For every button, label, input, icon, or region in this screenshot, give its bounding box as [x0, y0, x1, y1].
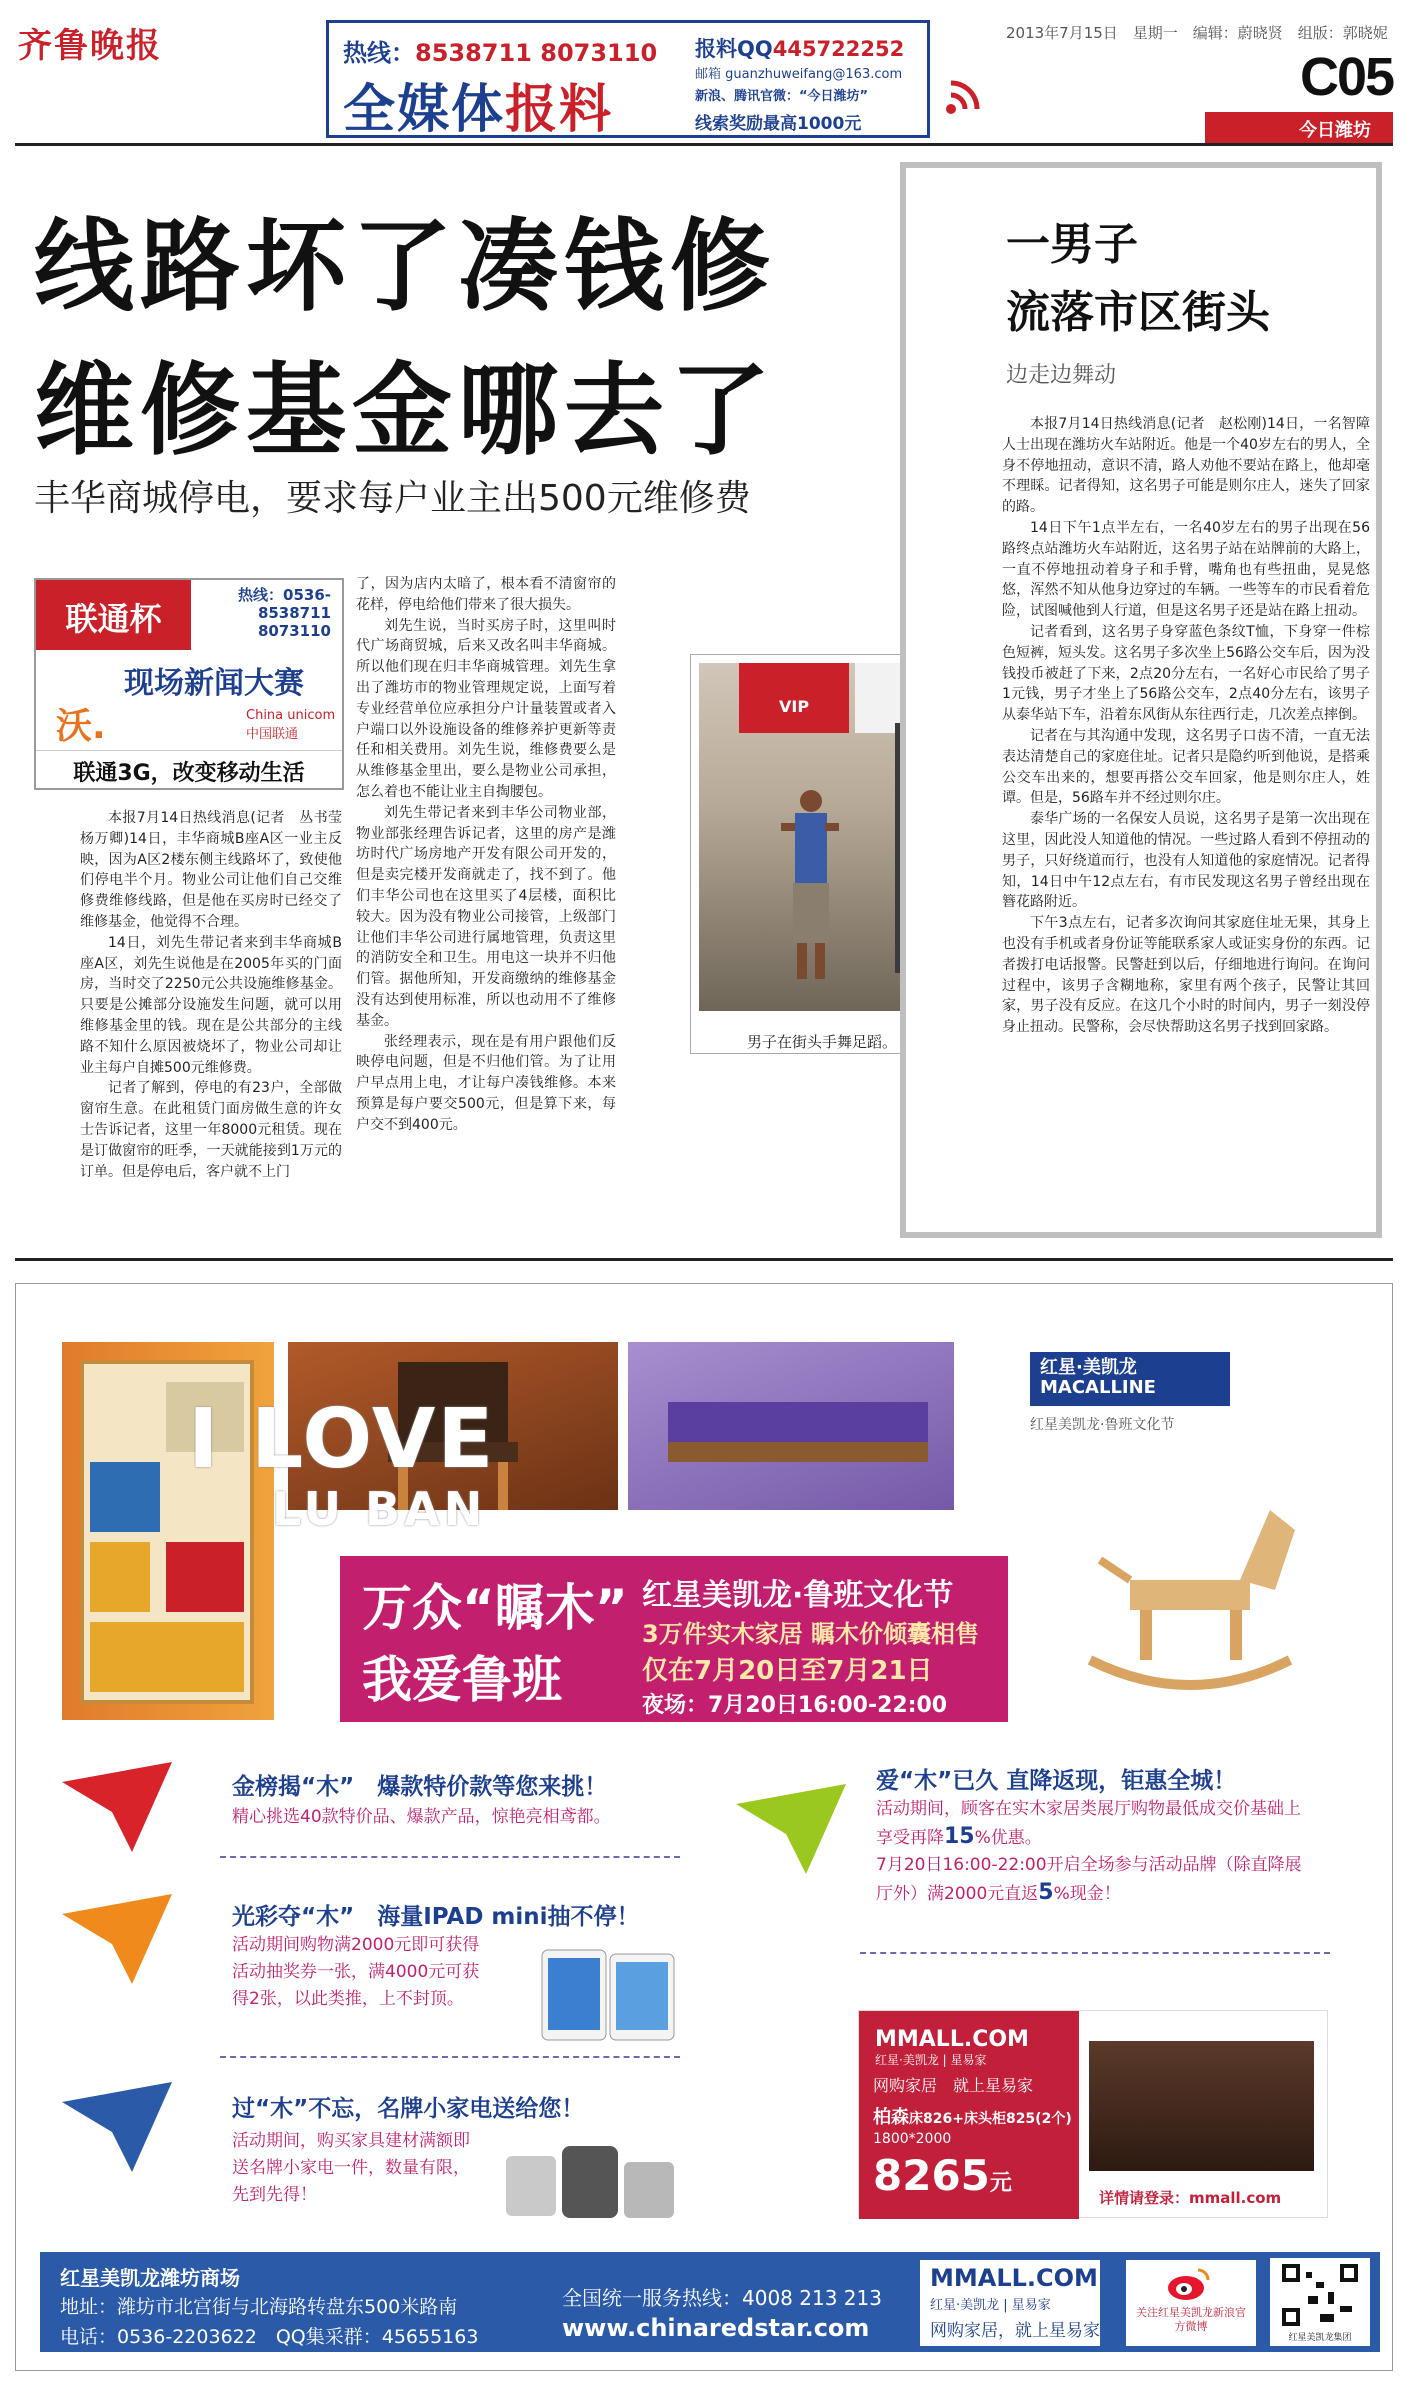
- service-hotline: 全国统一服务热线：4008 213 213: [562, 2286, 882, 2310]
- footer-bar: [40, 2252, 1380, 2352]
- sidebar-body: [1002, 414, 1370, 1038]
- paragraph: 张经理表示，现在是有用户跟他们反映停电问题，但是不归他们管。为了让用户早点用上电，才让每户凑钱维修。本来预算是每户要交500元，但是算下来，每户交不到400元。: [356, 1033, 616, 1133]
- macalline-festival-label: 红星美凯龙·鲁班文化节: [1030, 1417, 1175, 1433]
- bench-graphic: [628, 1342, 954, 1510]
- i-love-text: I LOVE: [188, 1392, 496, 1487]
- unicom-cup: 联通杯: [36, 580, 191, 650]
- weibo-badge: [1126, 2260, 1256, 2346]
- promo-title-1: 金榜揭“木” 爆款特价款等您来挑！: [232, 1774, 608, 1800]
- mmall-tagline: 网购家居 就上星易家: [873, 2076, 1034, 2095]
- main-subhead: 丰华商城停电，要求每户业主出500元维修费: [34, 478, 751, 519]
- festival-sub1: 3万件实木家居 瞩木价倾囊相售: [642, 1620, 980, 1648]
- sidebar-dek: 边走边舞动: [1006, 363, 1117, 388]
- hotline-weibo: 新浪、腾讯官微：“今日潍坊”: [695, 89, 869, 104]
- man-figure: [779, 783, 839, 983]
- sidebar-story: [900, 162, 1382, 1238]
- mmall-logo-sub: 红星·美凯龙 | 星易家: [930, 2298, 1051, 2313]
- section-tag: 今日潍坊: [1205, 112, 1393, 144]
- website-link[interactable]: www.chinaredstar.com: [562, 2314, 870, 2342]
- mmall-ad-panel: [859, 2011, 1079, 2219]
- page-number: C05: [1300, 47, 1394, 107]
- promo-title-3: 过“木”不忘，名牌小家电送给您！: [232, 2096, 585, 2122]
- mmall-logo-text: MMALL.COM: [930, 2264, 1098, 2292]
- paragraph: 刘先生说，当时买房子时，这里叫时代广场商贸城，后来又改名叫丰华商城。所以他们现在归丰华商城管理。刘先生拿出了潍坊市的物业管理规定说，上面写着专业经营单位应承担分户计量装置或者入户端口以外设施设备的维修养护更新等责任和相关费用。刘先生说，维修费要么是从维修基金里出，要么是物业公司承担，怎么着也不能让业主自掏腰包。: [356, 617, 616, 800]
- mmall-sub: 红星·美凯龙 | 星易家: [875, 2053, 987, 2067]
- mmall-product: 柏森床826+床头柜825(2个): [873, 2107, 1072, 2128]
- store-phone: 电话：0536-2203622 QQ集采群：45655163: [60, 2326, 479, 2348]
- blue-arrow-icon: [62, 2082, 172, 2172]
- qr-code-icon: [1280, 2262, 1360, 2328]
- mmall-brand: MMALL.COM: [875, 2027, 1029, 2052]
- mmall-ad: [858, 2010, 1328, 2218]
- weibo-icon: [1166, 2264, 1212, 2302]
- paragraph: 本报7月14日热线消息(记者 丛书莹 杨万卿)14日，丰华商城B座A区一业主反映，因为A区2楼东侧主线路坏了，致使他们停电半个月。物业公司让他们自己交维修费维修线路，但是他在买房时已经交了维修基金，他觉得不合理。: [80, 810, 356, 930]
- top-rule: [15, 143, 1393, 146]
- festival-name: 红星美凯龙·鲁班文化节: [642, 1578, 954, 1613]
- newspaper-logo: 齐鲁晚报: [18, 26, 162, 66]
- middle-rule: [15, 1258, 1393, 1261]
- mmall-size: 1800*2000: [873, 2131, 952, 2147]
- hotline-reward: 线索奖励最高1000元: [695, 114, 862, 134]
- unicom-slogan: 联通3G，改变移动生活: [36, 750, 342, 788]
- signal-icon: [943, 69, 991, 117]
- qr-code: [1270, 2258, 1370, 2346]
- mmall-price: 8265元: [873, 2151, 1012, 2200]
- store-address: 地址：潍坊市北宫街与北海路转盘东500米路南: [60, 2296, 458, 2318]
- promo-body-3: 活动期间，购买家具建材满额即送名牌小家电一件，数量有限，先到先得！: [232, 2131, 470, 2205]
- promo-body-4: 活动期间，顾客在实木家居类展厅购物最低成交价基础上享受再降15%优惠。 7月20日16:00-22:00开启全场参与活动品牌（除直降展厅外）满2000元直返5%现金！: [876, 1799, 1302, 1905]
- promo-body-2: 活动期间购物满2000元即可获得活动抽奖券一张，满4000元可获得2张，以此类推，上不封顶。: [232, 1935, 480, 2009]
- wo-logo: 沃.: [56, 706, 106, 747]
- hotline-ad: [326, 20, 930, 138]
- paragraph: 记者了解到，停电的有23户，全部做窗帘生意。在此租赁门面房做生意的许女士告诉记者，这里一年8000元租赁。现在是订做窗帘的旺季，一天就能接到1万元的订单。但是停电后，客户就不上门: [80, 1080, 342, 1180]
- mmall-logo: [920, 2260, 1100, 2346]
- weibo-text: 关注红星美凯龙新浪官方微博: [1136, 2306, 1246, 2333]
- dateline: 2013年7月15日 星期一 编辑：蔚晓贤 组版：郭晓妮: [1006, 24, 1388, 42]
- mmall-logo-tagline: 网购家居，就上星易家: [930, 2321, 1100, 2341]
- hotline-numbers: 热线：8538711 8073110: [343, 39, 658, 67]
- hotline-title: 全媒体报料: [343, 80, 614, 140]
- main-story-column-b: [356, 574, 616, 1136]
- promo-title-4: 爱“木”已久 直降返现，钜惠全城！: [876, 1768, 1237, 1794]
- ipad-image: [538, 1944, 678, 2044]
- main-story-column-a: [80, 808, 356, 1182]
- rocking-horse-image: [1070, 1470, 1310, 1700]
- paragraph: 记者看到，这名男子身穿蓝色条纹T恤，下身穿一件棕色短裤，短头发。这名男子多次坐上56路公交车后，因为没钱投币被赶了下来，2点20分左右，一名好心市民给了男子1元钱，男子才坐上了56路公交车，2点40分左右，该男子从泰华站下车，沿着东风街从东往西行走，几次差点摔倒。: [1002, 623, 1370, 724]
- unicom-contest: 现场新闻大赛: [124, 666, 304, 701]
- festival-banner: [340, 1556, 1008, 1722]
- unicom-ad: [34, 578, 344, 790]
- divider: [860, 1952, 1330, 1954]
- promo-body-1: 精心挑选40款特价品、爆款产品，惊艳亮相鸢都。: [232, 1807, 611, 1827]
- festival-night: 夜场：7月20日16:00-22:00: [642, 1693, 948, 1718]
- billboard: VIP: [739, 663, 849, 733]
- sidebar-title-line1: 一男子: [1006, 219, 1138, 270]
- paragraph: 记者在与其沟通中发现，这名男子口齿不清，一直无法表达清楚自己的家庭住址。记者只是隐约听到他说，是搭乘公交车出来的，想要再搭公交车回家，他是则尔庄人，姓谭。但是，56路车并不经过则尔庄。: [1002, 727, 1370, 807]
- paragraph: 刘先生带记者来到丰华公司物业部，物业部张经理告诉记者，这里的房产是潍坊时代广场房地产开发有限公司开发的，但是卖完楼开发商就走了，找不到了。他们丰华公司也在这里买了4层楼，面积比较大。因为没有物业公司接管，上级部门让他们丰华公司进行属地管理，负责这里的消防安全和卫生。用电这一块并不归他们管。据他所知，开发商缴纳的维修基金没有达到使用标准，所以也动用不了维修基金。: [356, 804, 616, 1029]
- red-arrow-icon: [62, 1762, 172, 1852]
- main-headline-line1: 线路坏了凑钱修: [34, 208, 776, 325]
- festival-slogan-1: 万众“瞩木”: [362, 1579, 628, 1637]
- main-headline-line2: 维修基金哪去了: [34, 352, 776, 469]
- paragraph: 下午3点左右，记者多次询问其家庭住址无果，其身上也没有手机或者身份证等能联系家人或证实身份的东西。记者拨打电话报警。民警赶到以后，仔细地进行询问。在询问过程中，该男子含糊地称，家里有两个孩子，民警让其回家，男子没有反应。在这几个小时的时间内，男子一刻没停身止扭动。民警称，会尽快帮助这名男子找到回家路。: [1002, 915, 1370, 1036]
- bench-image: [628, 1342, 954, 1510]
- appliance-image: [496, 2126, 682, 2230]
- paragraph: 14日，刘先生带记者来到丰华商城B座A区，刘先生说他是在2005年买的门面房，当时交了2250元公共设施维修基金。只要是公摊部分设施发生问题，就可以用维修基金里的钱。现在是公共部分的主线路不知什么原因被烧坏了，物业公司却让业主每户自摊500元维修费。: [80, 934, 342, 1076]
- hotline-mail: 邮箱 guanzhuweifang@163.com: [695, 67, 903, 82]
- hotline-qq: 报料QQ445722252: [695, 37, 905, 61]
- mmall-link[interactable]: 详情请登录：mmall.com: [1099, 2189, 1282, 2207]
- paragraph: 本报7月14日热线消息(记者 赵松刚)14日，一名智障人士出现在潍坊火车站附近。他是一个40岁左右的男人，全身不停地扭动，意识不清，路人劝他不要站在路上，他却毫不理睬。记者得知，这名男子可能是则尔庄人，迷失了回家的路。: [1002, 416, 1370, 516]
- divider: [220, 2056, 680, 2058]
- luban-text: LU BAN: [272, 1482, 487, 1536]
- macalline-logo: 红星·美凯龙 MACALLINE: [1030, 1352, 1230, 1406]
- china-unicom-logo: China unicom中国联通: [246, 708, 336, 742]
- paragraph: 泰华广场的一名保安人员说，这名男子是第一次出现在这里，因此没人知道他的情况。一些过路人看到不停扭动的男子，只好绕道而行，也没有人知道他的家庭情况。记者得知，14日中午12点左右，有市民发现这名男子曾经出现在簪花路附近。: [1002, 811, 1370, 911]
- bed-image: [1089, 2041, 1314, 2171]
- festival-dates: 仅在7月20日至7月21日: [642, 1656, 933, 1686]
- qr-caption: 红星美凯龙集团: [1288, 2333, 1352, 2343]
- paragraph: 14日下午1点半左右，一名40岁左右的男子出现在56路终点站潍坊火车站附近，这名男子站在站牌前的大路上，一直不停地扭动着身子和手臂，嘴角也有些扭曲，晃晃悠悠，浑然不知从他身边穿过的车辆。一些等车的市民看着危险，试图喊他到人行道，但是这名男子还是站在路上扭动。: [1002, 519, 1370, 620]
- store-name: 红星美凯龙潍坊商场: [60, 2266, 240, 2290]
- unicom-phone: 热线：0536- 8538711 8073110: [238, 586, 331, 640]
- sidebar-title-line2: 流落市区街头: [1006, 287, 1270, 338]
- orange-arrow-icon: [62, 1894, 172, 1984]
- green-arrow-icon: [736, 1784, 846, 1874]
- divider: [220, 1856, 680, 1858]
- paragraph: 了，因为店内太暗了，根本看不清窗帘的花样，停电给他们带来了很大损失。: [356, 576, 616, 613]
- promo-title-2: 光彩夺“木” 海量IPAD mini抽不停！: [232, 1904, 640, 1930]
- photo-caption: 男子在街头手舞足蹈。: [746, 1033, 897, 1051]
- festival-slogan-2: 我爱鲁班: [362, 1651, 562, 1709]
